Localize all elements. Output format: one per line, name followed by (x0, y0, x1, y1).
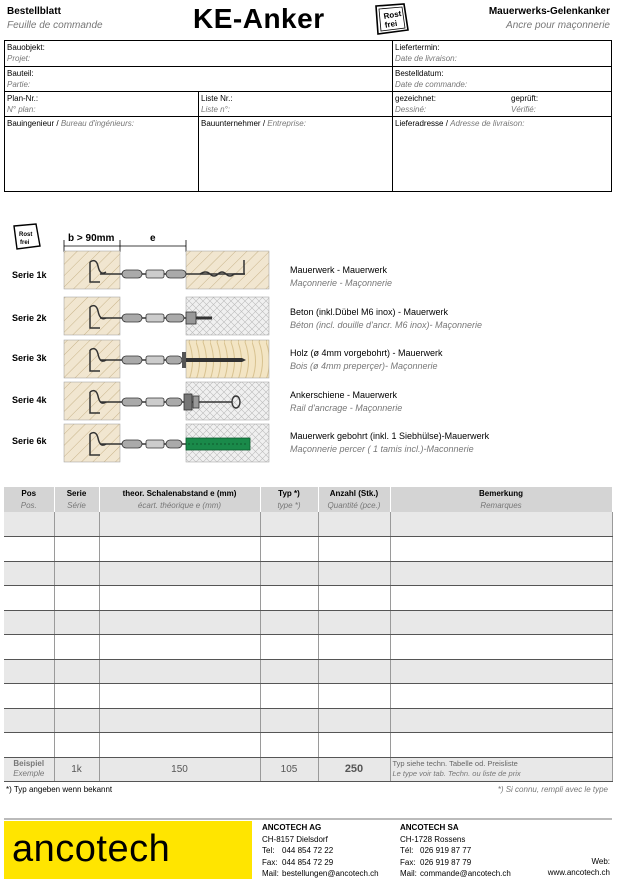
table-cell[interactable] (54, 659, 99, 684)
series-label: Serie 4k (12, 395, 47, 405)
series-6k-diagram (64, 424, 269, 462)
table-cell[interactable] (54, 635, 99, 660)
table-cell[interactable] (390, 635, 612, 660)
table-cell[interactable] (260, 684, 318, 709)
table-cell[interactable] (318, 659, 390, 684)
table-cell[interactable] (99, 610, 260, 635)
table-cell[interactable] (260, 512, 318, 537)
series-label: Serie 1k (12, 270, 47, 280)
field-liste-nr[interactable]: Liste Nr.: Liste n°: (199, 92, 393, 117)
table-cell[interactable] (4, 512, 54, 537)
table-cell[interactable] (99, 635, 260, 660)
product-category: Mauerwerks-Gelenkanker (488, 6, 610, 17)
table-cell[interactable] (99, 733, 260, 758)
table-cell[interactable] (318, 708, 390, 733)
table-row[interactable] (4, 537, 612, 562)
address-ag: ANCOTECH AG CH-8157 Dielsdorf Tel: 044 854 72 22 Fax: 044 854 72 29 Mail: bestellungen@ancotech.ch (262, 823, 379, 879)
col-typ: Typ *) (260, 487, 318, 499)
brand-part-b: tech (96, 828, 171, 870)
table-cell[interactable] (390, 684, 612, 709)
table-cell[interactable] (390, 537, 612, 562)
field-geprueft[interactable]: geprüft: Vérifié: (509, 92, 612, 117)
table-row[interactable] (4, 586, 612, 611)
field-bauingenieur[interactable]: Bauingenieur / Bureau d'ingénieurs: (5, 117, 199, 192)
table-cell[interactable] (390, 708, 612, 733)
field-plan-nr[interactable]: Plan-Nr.: N° plan: (5, 92, 199, 117)
table-cell[interactable] (260, 733, 318, 758)
table-cell[interactable] (99, 537, 260, 562)
ancotech-logo (4, 821, 252, 879)
table-cell[interactable] (99, 708, 260, 733)
brand-part-a: anco (12, 828, 97, 870)
series-4k-diagram (64, 382, 269, 420)
table-cell[interactable] (4, 610, 54, 635)
email-link-sa[interactable]: commande@ancotech.ch (420, 869, 511, 879)
table-cell[interactable] (318, 586, 390, 611)
table-cell[interactable] (4, 708, 54, 733)
series-desc: Holz (ø 4mm vorgebohrt) - Mauerwerk Bois (ø 4mm preperçer)- Maçonnerie (290, 348, 443, 371)
table-cell[interactable] (99, 659, 260, 684)
note-right: *) Si connu, rempli avec le type (497, 785, 608, 794)
table-cell[interactable] (318, 684, 390, 709)
series-label: Serie 6k (12, 436, 47, 446)
field-bauteil[interactable]: Bauteil: Partie: (5, 67, 393, 92)
svg-text:frei: frei (20, 240, 30, 246)
field-lieferadresse[interactable]: Lieferadresse / Adresse de livraison: (395, 119, 525, 128)
table-cell[interactable] (390, 610, 612, 635)
series-desc: Beton (inkl.Dübel M6 inox) - Mauerwerk Béton (incl. douille d'ancr. M6 inox)- Maçonnerie (290, 307, 482, 330)
table-row[interactable] (4, 684, 612, 709)
table-cell[interactable] (318, 512, 390, 537)
table-cell[interactable] (4, 561, 54, 586)
doc-type-label: Bestellblatt (7, 6, 61, 17)
table-row[interactable] (4, 659, 612, 684)
web-label: Web: (591, 857, 610, 866)
table-subheader-row: Pos. Série écart. théorique e (mm) type *) Quantité (pce.) Remarques (4, 499, 612, 512)
footer-divider (4, 818, 612, 820)
table-row[interactable] (4, 610, 612, 635)
field-gezeichnet[interactable]: gezeichnet: Dessiné: (393, 92, 509, 117)
rostfrei-logo-small (14, 224, 40, 249)
table-cell[interactable] (4, 684, 54, 709)
page-title: KE-Anker (193, 3, 325, 34)
table-cell[interactable] (54, 561, 99, 586)
series-desc: Ankerschiene - Mauerwerk Rail d'ancrage - Maçonnerie (290, 390, 403, 413)
table-cell[interactable] (99, 512, 260, 537)
table-cell[interactable] (54, 512, 99, 537)
table-row[interactable] (4, 512, 612, 537)
table-cell[interactable] (390, 586, 612, 611)
doc-type-label-fr: Feuille de commande (7, 20, 103, 31)
svg-text:Rost: Rost (382, 9, 402, 22)
table-cell[interactable] (318, 733, 390, 758)
table-cell[interactable] (99, 684, 260, 709)
table-cell[interactable] (390, 733, 612, 758)
note-left: *) Typ angeben wenn bekannt (6, 785, 113, 794)
order-table (4, 487, 613, 782)
table-cell[interactable] (99, 561, 260, 586)
table-cell[interactable] (54, 733, 99, 758)
address-sa: ANCOTECH SA CH-1728 Rossens Tél: 026 919 87 77 Fax: 026 919 87 79 Mail: commande@ancotech.ch (400, 823, 511, 879)
table-cell[interactable] (260, 586, 318, 611)
series-label: Serie 2k (12, 313, 47, 323)
table-cell[interactable] (4, 537, 54, 562)
table-cell[interactable] (318, 610, 390, 635)
field-bestelldatum[interactable]: Bestelldatum: Date de commande: (393, 67, 612, 92)
table-cell[interactable] (260, 659, 318, 684)
series-desc: Mauerwerk - Mauerwerk Maçonnerie - Maçonnerie (290, 265, 393, 288)
table-cell[interactable] (54, 684, 99, 709)
table-header-row (4, 487, 612, 499)
table-cell[interactable] (318, 537, 390, 562)
col-pos: Pos (4, 487, 54, 499)
dim-b-label: b > 90mm (68, 233, 115, 244)
table-cell[interactable] (54, 537, 99, 562)
table-cell[interactable] (390, 561, 612, 586)
field-bauunternehmer[interactable]: Bauunternehmer / Entreprise: (199, 117, 393, 192)
table-cell[interactable] (318, 561, 390, 586)
col-abstand: theor. Schalenabstand e (mm) (99, 487, 260, 499)
table-cell[interactable] (54, 586, 99, 611)
field-liefertermin[interactable]: Liefertermin: Date de livraison: (393, 41, 612, 67)
table-cell[interactable] (4, 586, 54, 611)
col-anzahl: Anzahl (Stk.) (318, 487, 390, 499)
table-row[interactable] (4, 635, 612, 660)
table-cell[interactable] (390, 512, 612, 537)
table-cell[interactable] (260, 561, 318, 586)
table-cell[interactable] (99, 586, 260, 611)
series-3k-diagram (64, 340, 269, 378)
table-cell[interactable] (4, 733, 54, 758)
table-cell[interactable] (54, 610, 99, 635)
series-2k-diagram (64, 297, 269, 335)
table-cell[interactable] (260, 610, 318, 635)
table-cell[interactable] (318, 635, 390, 660)
table-row[interactable] (4, 733, 612, 758)
svg-text:Rost: Rost (19, 232, 33, 238)
field-bauobjekt[interactable]: Bauobjekt: Projet: (5, 41, 393, 67)
dim-e-label: e (150, 233, 156, 244)
table-cell[interactable] (260, 537, 318, 562)
table-cell[interactable] (260, 635, 318, 660)
col-bemerkung: Bemerkung (390, 487, 612, 499)
series-desc: Mauerwerk gebohrt (inkl. 1 Siebhülse)-Mauerwerk Maçonnerie percer ( 1 tamis incl.)-Maconnerie (290, 431, 490, 454)
table-row[interactable] (4, 561, 612, 586)
table-row[interactable] (4, 708, 612, 733)
email-link-ag[interactable]: bestellungen@ancotech.ch (282, 869, 379, 879)
product-category-fr: Ancre pour maçonnerie (506, 20, 610, 31)
series-label: Serie 3k (12, 353, 47, 363)
table-cell[interactable] (4, 635, 54, 660)
table-cell[interactable] (4, 659, 54, 684)
web-link[interactable]: www.ancotech.ch (547, 868, 610, 877)
svg-text:frei: frei (384, 18, 398, 30)
series-1k-diagram (64, 251, 269, 289)
example-row: Beispiel Exemple 1k 150 105 250 Typ siehe techn. Tabelle od. Preisliste Le type voir tab. Techn. ou liste de prix (4, 757, 612, 782)
table-cell[interactable] (390, 659, 612, 684)
col-serie: Serie (54, 487, 99, 499)
table-cell[interactable] (54, 708, 99, 733)
table-cell[interactable] (260, 708, 318, 733)
